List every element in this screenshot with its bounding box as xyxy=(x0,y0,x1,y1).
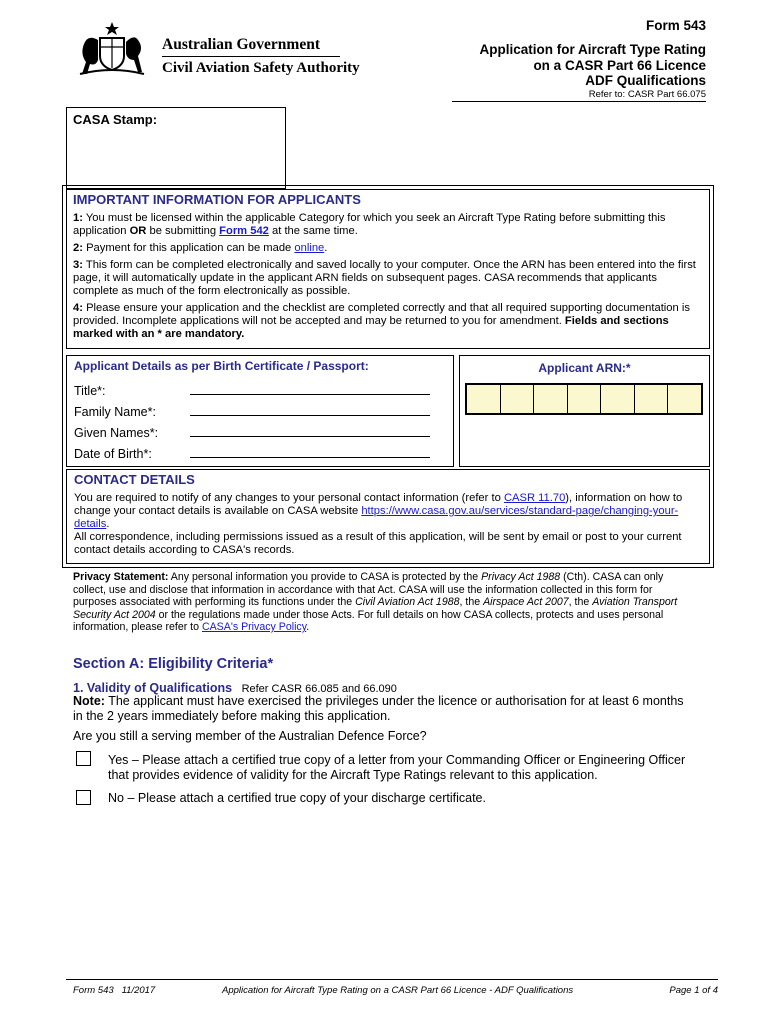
applicant-heading: Applicant Details as per Birth Certificate / Passport: xyxy=(74,359,369,373)
info-item-1-or: OR xyxy=(129,225,147,237)
contact-correspondence: All correspondence, including permissions issued as a result of this application, will be sent by email or post to your current contact details according to CASA's records. xyxy=(74,531,682,556)
casa-stamp-label: CASA Stamp: xyxy=(73,112,158,127)
field-family-name-row xyxy=(74,403,430,421)
info-item-3-text: This form can be completed electronically and saved locally to your computer. Once the ARN has been entered into the first page, it will automatically update in the applicant ARN fields on subsequent pages. CASA recommends that applicants complete as much of the form electronically as possible. xyxy=(73,259,696,297)
privacy-act: Privacy Act 1988 xyxy=(481,571,561,583)
privacy-text-2: (Cth). CASA can only collect, use and disclose that information in accordance with that Act. CASA will use the information collected in this form for purposes associated with performing its functions under the xyxy=(73,571,664,608)
info-item-4 xyxy=(73,302,703,341)
arn-cell[interactable] xyxy=(501,385,535,413)
field-given-names-label: Given Names*: xyxy=(74,426,159,440)
online-payment-link[interactable]: online xyxy=(294,242,325,254)
contact-heading: CONTACT DETAILS xyxy=(74,472,195,487)
field-title-row xyxy=(74,382,430,400)
info-item-4-bold: Fields and sections marked with an * are mandatory. xyxy=(73,315,669,340)
agency-name: Civil Aviation Safety Authority xyxy=(162,60,360,76)
gov-name: Australian Government xyxy=(162,36,321,53)
privacy-text-5: or the regulations made under those Acts. For full details on how CASA collects, protects and uses personal information, please refer to xyxy=(73,608,664,633)
refer-text: Refer to: CASR Part 66.075 xyxy=(588,89,706,100)
arn-label: Applicant ARN:* xyxy=(538,361,631,375)
arn-cell[interactable] xyxy=(467,385,501,413)
info-item-3 xyxy=(73,259,703,298)
info-item-4-num: 4: xyxy=(73,302,83,314)
given-names-input[interactable] xyxy=(190,424,430,437)
field-family-name-label: Family Name*: xyxy=(74,405,156,419)
title-input[interactable] xyxy=(190,382,430,395)
arn-cell[interactable] xyxy=(668,385,701,413)
info-item-1-num: 1: xyxy=(73,212,83,224)
note-label: Note: xyxy=(73,694,105,708)
arn-cell[interactable] xyxy=(601,385,635,413)
contact-text-1: You are required to notify of any changes to your personal contact information (refer to xyxy=(74,492,501,504)
form-title xyxy=(479,42,706,89)
arn-cell[interactable] xyxy=(568,385,602,413)
important-info-box xyxy=(66,189,710,349)
validity-subheading xyxy=(73,681,397,695)
casa-stamp-box xyxy=(66,107,286,189)
arn-cell[interactable] xyxy=(534,385,568,413)
dob-input[interactable] xyxy=(190,445,430,458)
field-given-names-row xyxy=(74,424,430,442)
form-542-link[interactable]: Form 542 xyxy=(219,225,269,237)
info-item-2-text: Payment for this application can be made xyxy=(86,242,292,254)
form-number: Form 543 xyxy=(645,18,706,33)
info-item-2-end: . xyxy=(324,242,328,254)
no-option-text: No – Please attach a certified true copy of your discharge certificate. xyxy=(108,791,486,805)
form-title-line-3: ADF Qualifications xyxy=(585,73,706,88)
field-title-label: Title*: xyxy=(74,384,106,398)
arn-input[interactable] xyxy=(465,383,703,415)
info-item-2 xyxy=(73,242,703,255)
footer-form: Form 543 11/2017 xyxy=(73,985,156,996)
yes-option-text: Yes – Please attach a certified true copy of a letter from your Commanding Officer or Engineering Officer that provides evidence of validity for the Aircraft Type Ratings relevant to this application. xyxy=(108,753,686,782)
gov-divider xyxy=(162,56,340,57)
arn-cell[interactable] xyxy=(635,385,669,413)
form-title-line-2: on a CASR Part 66 Licence xyxy=(533,57,706,73)
change-details-link[interactable]: https://www.casa.gov.au/services/standard-page/changing-your-details xyxy=(74,505,679,530)
info-item-2-num: 2: xyxy=(73,242,83,254)
civil-aviation-act: Civil Aviation Act 1988 xyxy=(355,596,460,608)
casr-11-70-link[interactable]: CASR 11.70 xyxy=(503,492,566,504)
privacy-label: Privacy Statement: xyxy=(73,571,169,583)
contact-text-2: ), information on how to change your contact details is available on CASA website xyxy=(74,492,683,517)
info-item-1-text-b: be submitting xyxy=(149,225,217,237)
applicant-details-box xyxy=(66,355,454,467)
coat-of-arms-logo xyxy=(72,20,152,78)
no-checkbox[interactable] xyxy=(76,790,91,805)
privacy-text-1: Any personal information you provide to CASA is protected by the xyxy=(170,571,479,583)
privacy-policy-link[interactable]: CASA's Privacy Policy xyxy=(201,621,307,633)
contact-details-box xyxy=(66,469,710,564)
yes-checkbox[interactable] xyxy=(76,751,91,766)
info-item-3-num: 3: xyxy=(73,259,83,271)
important-heading: IMPORTANT INFORMATION FOR APPLICANTS xyxy=(73,192,361,207)
info-item-1-text: You must be licensed within the applicable Category for which you seek an Aircraft Type Rating before submitting this application xyxy=(73,212,666,237)
info-item-1 xyxy=(73,212,703,238)
applicant-arn-box xyxy=(459,355,710,467)
note-text: The applicant must have exercised the privileges under the licence or authorisation for at least 6 months in the 2 years immediately before making this application. xyxy=(73,694,684,723)
privacy-text-6: . xyxy=(306,621,310,633)
field-dob-row xyxy=(74,445,430,463)
footer-page: Page 1 of 4 xyxy=(669,985,718,996)
header-rule xyxy=(452,101,706,102)
form-title-line-1: Application for Aircraft Type Rating xyxy=(479,42,706,57)
footer-rule xyxy=(66,979,718,980)
contact-notice xyxy=(74,492,702,531)
info-item-1-text-c: at the same time. xyxy=(272,225,358,237)
adf-question: Are you still a serving member of the Australian Defence Force? xyxy=(73,729,427,743)
eligibility-note xyxy=(73,694,693,724)
section-a-heading: Section A: Eligibility Criteria* xyxy=(73,656,274,672)
field-dob-label: Date of Birth*: xyxy=(74,447,152,461)
privacy-text-3: , the xyxy=(459,596,481,608)
family-name-input[interactable] xyxy=(190,403,430,416)
validity-title: 1. Validity of Qualifications xyxy=(73,681,233,695)
contact-text-3: . xyxy=(106,518,110,530)
privacy-statement xyxy=(73,571,693,634)
security-act: Aviation Transport Security Act 2004 xyxy=(73,596,678,621)
info-item-4-text: Please ensure your application and the checklist are completed correctly and that all required supporting documentation is provided. Incomplete applications will not be accepted and may be returned to you for amendment. xyxy=(73,302,690,327)
footer-title: Application for Aircraft Type Rating on a CASR Part 66 Licence - ADF Qualifications xyxy=(222,985,574,996)
privacy-text-4: , the xyxy=(568,596,590,608)
validity-ref: Refer CASR 66.085 and 66.090 xyxy=(241,683,397,695)
airspace-act: Airspace Act 2007 xyxy=(483,596,569,608)
